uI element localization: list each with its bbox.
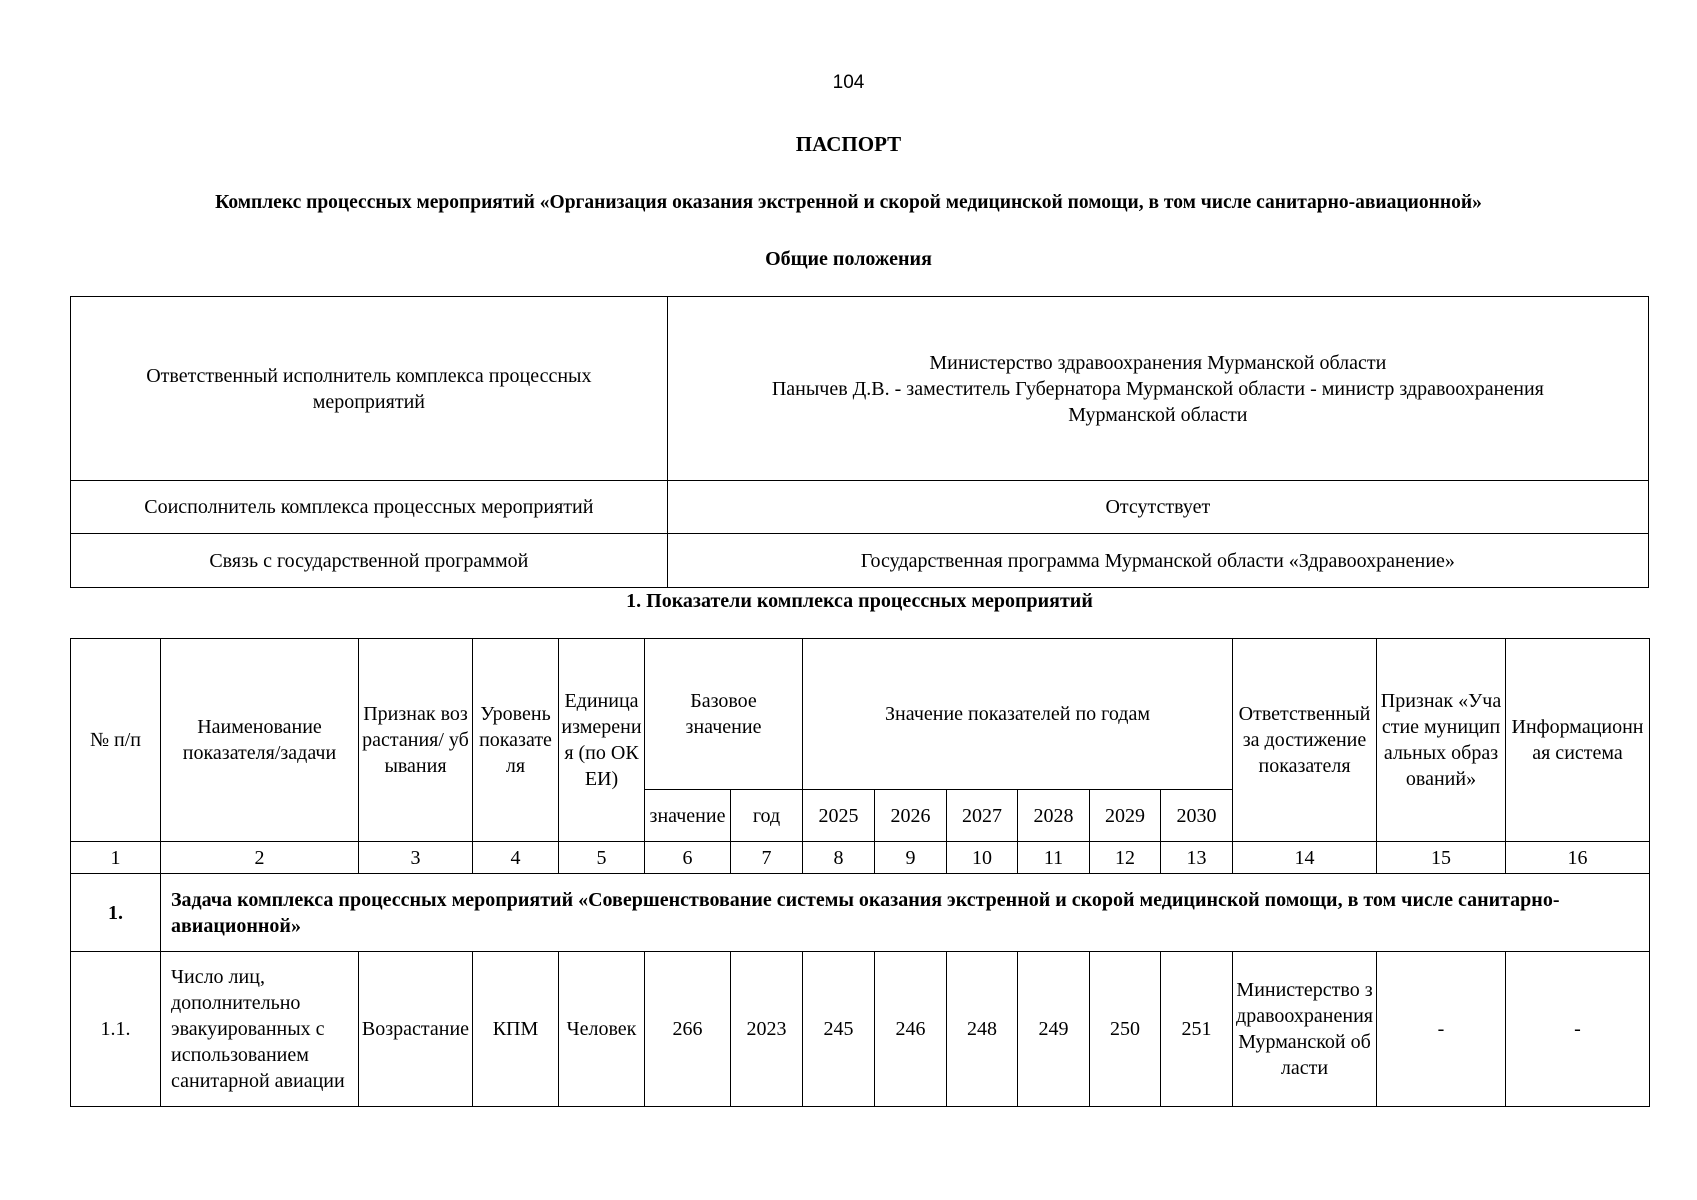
col-number: 5: [559, 842, 645, 874]
header-level: Уровень показателя: [473, 639, 559, 842]
header-years-group: Значение показателей по годам: [803, 639, 1233, 790]
col-number: 16: [1506, 842, 1650, 874]
indicator-base-value: 266: [645, 952, 731, 1107]
task-num: 1.: [71, 874, 161, 952]
col-number: 12: [1090, 842, 1161, 874]
indicator-municipal: -: [1377, 952, 1506, 1107]
indicator-base-year: 2023: [731, 952, 803, 1107]
general-table: [70, 296, 1649, 588]
col-number: 9: [875, 842, 947, 874]
col-number: 15: [1377, 842, 1506, 874]
header-unit: Единица измерения (по ОКЕИ): [559, 639, 645, 842]
task-row: [71, 874, 1650, 952]
header-info-system: Информационная система: [1506, 639, 1650, 842]
indicator-value-2027: 248: [947, 952, 1018, 1107]
header-year-2027: 2027: [947, 790, 1018, 842]
coexecutor-value: Отсутствует: [667, 481, 1648, 534]
header-base: Базовое значение: [645, 639, 803, 790]
indicator-value-2030: 251: [1161, 952, 1233, 1107]
indicator-value-2029: 250: [1090, 952, 1161, 1107]
program-link-label: Связь с государственной программой: [71, 534, 668, 588]
indicator-name: Число лиц, дополнительно эвакуированных с использованием санитарной авиации: [161, 952, 359, 1107]
col-number: 10: [947, 842, 1018, 874]
general-row-coexecutor: [71, 481, 1649, 534]
general-row-executor: [71, 297, 1649, 481]
header-row: [71, 639, 1650, 790]
col-number: 7: [731, 842, 803, 874]
executor-value-line: Министерство здравоохранения Мурманской области: [929, 351, 1387, 374]
header-base-value: значение: [645, 790, 731, 842]
coexecutor-label: Соисполнитель комплекса процессных мероприятий: [71, 481, 668, 534]
col-number: 14: [1233, 842, 1377, 874]
indicator-value-2028: 249: [1018, 952, 1090, 1107]
header-year-2026: 2026: [875, 790, 947, 842]
header-trend: Признак возрастания/ убывания: [359, 639, 473, 842]
header-num: № п/п: [71, 639, 161, 842]
indicator-info-system: -: [1506, 952, 1650, 1107]
col-number: 11: [1018, 842, 1090, 874]
page-number: 104: [832, 72, 865, 93]
header-year-2025: 2025: [803, 790, 875, 842]
column-numbers-row: [71, 842, 1650, 874]
task-text: Задача комплекса процессных мероприятий «Совершенствование системы оказания экстренной и скорой медицинской помощи, в том числе санитарно-авиационной»: [161, 874, 1650, 952]
executor-value: [667, 297, 1648, 481]
indicator-level: КПМ: [473, 952, 559, 1107]
section-heading: 1. Показатели комплекса процессных мероприятий: [626, 590, 1093, 612]
col-number: 1: [71, 842, 161, 874]
col-number: 8: [803, 842, 875, 874]
header-year-2030: 2030: [1161, 790, 1233, 842]
header-responsible: Ответственный за достижение показателя: [1233, 639, 1377, 842]
executor-value-line: Панычев Д.В. - заместитель Губернатора Мурманской области - министр здравоохранения: [771, 377, 1544, 400]
col-number: 13: [1161, 842, 1233, 874]
col-number: 4: [473, 842, 559, 874]
header-municipal: Признак «Участие муниципальных образований»: [1377, 639, 1506, 842]
header-base-year: год: [731, 790, 803, 842]
col-number: 6: [645, 842, 731, 874]
program-link-value: Государственная программа Мурманской области «Здравоохранение»: [667, 534, 1648, 588]
general-heading: Общие положения: [765, 248, 932, 270]
document-title: ПАСПОРТ: [795, 132, 902, 156]
indicator-value-2025: 245: [803, 952, 875, 1107]
document-subtitle: Комплекс процессных мероприятий «Организация оказания экстренной и скорой медицинской помощи, в том числе санитарно-авиационной»: [215, 192, 1482, 213]
header-year-2028: 2028: [1018, 790, 1090, 842]
col-number: 2: [161, 842, 359, 874]
indicator-unit: Человек: [559, 952, 645, 1107]
indicators-table: [70, 638, 1650, 1107]
header-year-2029: 2029: [1090, 790, 1161, 842]
indicator-value-2026: 246: [875, 952, 947, 1107]
indicator-num: 1.1.: [71, 952, 161, 1107]
col-number: 3: [359, 842, 473, 874]
indicator-row: [71, 952, 1650, 1107]
executor-value-line: Мурманской области: [1068, 403, 1248, 426]
general-row-program-link: [71, 534, 1649, 588]
indicator-responsible: Министерство здравоохранения Мурманской области: [1233, 952, 1377, 1107]
executor-label: Ответственный исполнитель комплекса процессных мероприятий: [71, 297, 668, 481]
header-name: Наименование показателя/задачи: [161, 639, 359, 842]
indicator-trend: Возрастание: [359, 952, 473, 1107]
